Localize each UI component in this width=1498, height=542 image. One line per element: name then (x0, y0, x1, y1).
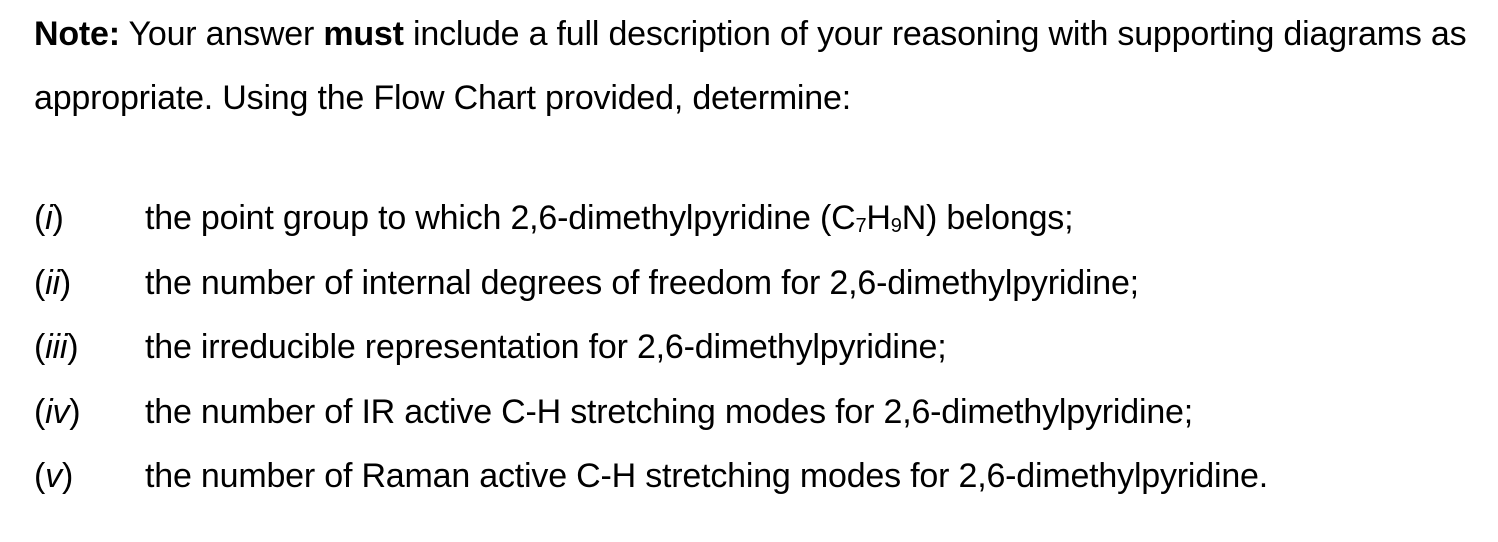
item-text: the irreducible representation for 2,6-dimethylpyridine; (145, 328, 947, 366)
item-label: (iv) (34, 392, 81, 431)
item-text: the number of Raman active C-H stretching modes for 2,6-dimethylpyridine. (145, 457, 1269, 495)
note-text-b: include a full description of your reasoning with supporting diagrams as appropriate. Using the Flow Chart provided, determine: (34, 15, 1467, 117)
item-label: (i) (34, 199, 64, 237)
item-label: (iii) (34, 328, 79, 366)
note-emphasis: must (323, 15, 404, 53)
question-item-iii (34, 315, 1474, 380)
note-label: Note: (34, 15, 120, 53)
instruction-note (34, 2, 1474, 130)
item-text: the number of IR active C-H stretching modes for 2,6-dimethylpyridine; (145, 392, 1194, 431)
note-text-a: Your answer (119, 15, 324, 53)
question-list (34, 186, 1474, 509)
item-text: the point group to which 2,6-dimethylpyridine (C7H9N) belongs; (145, 199, 1074, 237)
item-label: (ii) (34, 263, 71, 302)
question-item-i (34, 186, 1474, 251)
question-item-ii (34, 251, 1474, 316)
item-text: the number of internal degrees of freedom for 2,6-dimethylpyridine; (145, 263, 1139, 302)
subscript: 9 (890, 215, 902, 237)
subscript: 7 (855, 215, 867, 237)
item-label: (v) (34, 457, 74, 495)
question-item-v (34, 444, 1474, 509)
question-item-iv (34, 380, 1474, 445)
